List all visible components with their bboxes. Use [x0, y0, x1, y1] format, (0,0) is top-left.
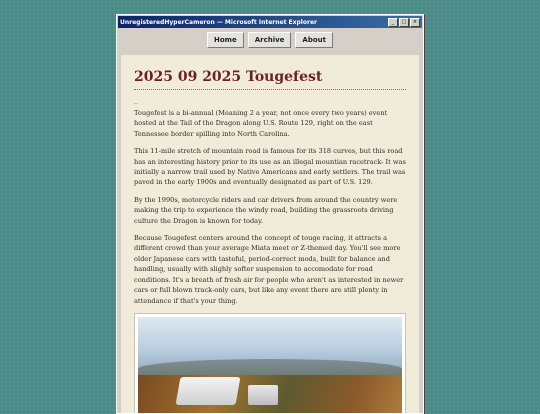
site-nav: [117, 30, 423, 50]
nav-archive-button[interactable]: Archive: [248, 32, 292, 48]
post-content: [121, 55, 419, 413]
minimize-button[interactable]: _: [388, 18, 398, 27]
post-paragraph: This 11-mile stretch of mountain road is famous for its 318 curves, but this road has an interesting history prior to its use as an illegal mountian racetrack- It was initially a narrow trail used by Native Americans and early settlers. The trail was paved in the early 1900s and eventually designated as part of U.S. 129.: [134, 147, 406, 187]
nav-home-button[interactable]: Home: [207, 32, 244, 48]
post-mark: _: [134, 96, 138, 104]
post-paragraph: Tougefest is a bi-annual (Meaning 2 a year, not once every two years) event hosted at the Tail of the Dragon along U.S. Route 129, right on the east Tennessee border spilling into North Carolina.: [134, 109, 388, 138]
white-car: [176, 377, 241, 405]
second-car: [248, 385, 278, 405]
post-title: 2025 09 2025 Tougefest: [134, 69, 406, 90]
title-bar[interactable]: [118, 16, 422, 28]
window-title: UnregisteredHyperCameron — Microsoft Internet Explorer: [120, 18, 317, 26]
post-paragraph: Because Tougefest centers around the concept of touge racing, it attracts a different crowd than your average Miata meet or Z-themed day. You'll see more older Japanese cars with tasteful, period-correct mods, built for balance and handling, usually with slighly softer suspension to accomodate for road conditions. It's a breath of fresh air for people who aren't as interested in newer cars or full blown track-only cars, but like any event there are still plenty in attendance if that's your thing.: [134, 234, 404, 305]
nav-about-button[interactable]: About: [295, 32, 333, 48]
post-photo: [134, 313, 406, 413]
maximize-button[interactable]: □: [399, 18, 409, 27]
post-paragraph: By the 1990s, motorcycle riders and car drivers from around the country were making the trip to experience the windy road, building the grassroots driving culture the Dragon is known for today.: [134, 195, 398, 225]
close-button[interactable]: ×: [410, 18, 420, 27]
window-controls: [388, 18, 420, 27]
mountain-car-photo: [138, 317, 402, 413]
browser-window: [116, 14, 424, 414]
